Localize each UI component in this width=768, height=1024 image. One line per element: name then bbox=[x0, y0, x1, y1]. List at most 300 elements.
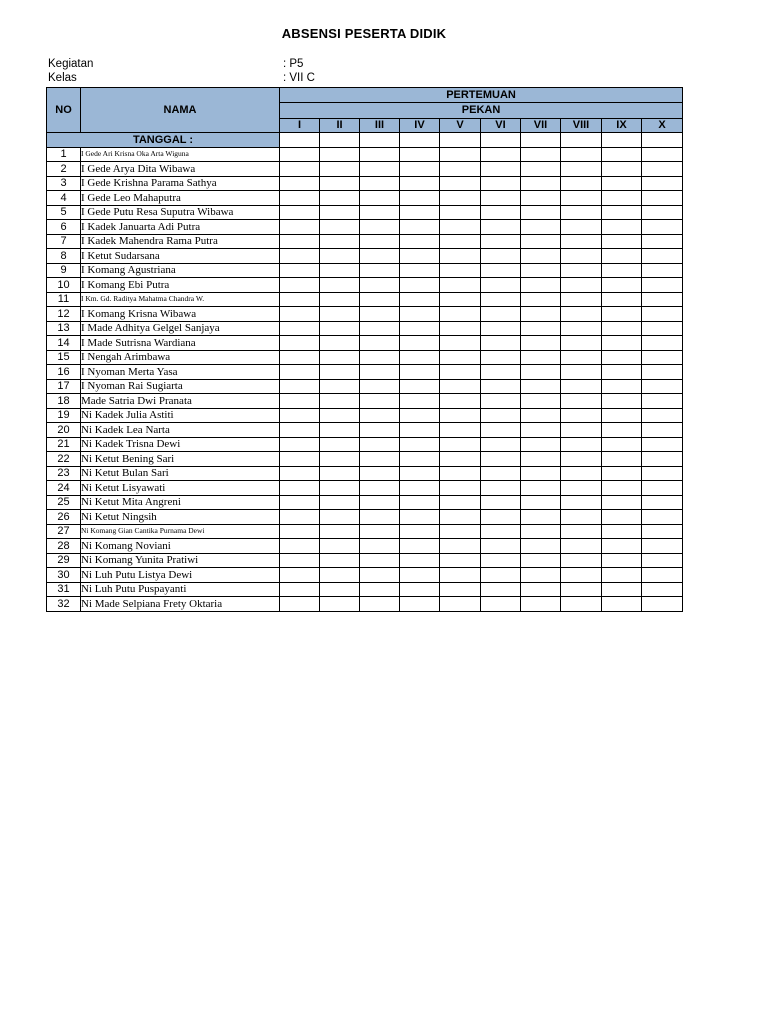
attendance-cell[interactable] bbox=[440, 466, 481, 481]
attendance-cell[interactable] bbox=[561, 147, 602, 162]
attendance-cell[interactable] bbox=[440, 350, 481, 365]
attendance-cell[interactable] bbox=[280, 510, 320, 525]
attendance-cell[interactable] bbox=[360, 162, 400, 177]
attendance-cell[interactable] bbox=[561, 234, 602, 249]
attendance-cell[interactable] bbox=[561, 321, 602, 336]
attendance-cell[interactable] bbox=[481, 408, 521, 423]
attendance-cell[interactable] bbox=[280, 553, 320, 568]
attendance-cell[interactable] bbox=[602, 452, 642, 467]
attendance-cell[interactable] bbox=[360, 466, 400, 481]
attendance-cell[interactable] bbox=[602, 336, 642, 351]
attendance-cell[interactable] bbox=[280, 437, 320, 452]
attendance-cell[interactable] bbox=[602, 321, 642, 336]
attendance-cell[interactable] bbox=[642, 524, 683, 539]
attendance-cell[interactable] bbox=[440, 582, 481, 597]
attendance-cell[interactable] bbox=[280, 249, 320, 264]
attendance-cell[interactable] bbox=[320, 350, 360, 365]
attendance-cell[interactable] bbox=[360, 452, 400, 467]
attendance-cell[interactable] bbox=[642, 495, 683, 510]
attendance-cell[interactable] bbox=[642, 321, 683, 336]
attendance-cell[interactable] bbox=[642, 553, 683, 568]
attendance-cell[interactable] bbox=[561, 597, 602, 612]
attendance-cell[interactable] bbox=[360, 234, 400, 249]
attendance-cell[interactable] bbox=[561, 582, 602, 597]
attendance-cell[interactable] bbox=[521, 147, 561, 162]
attendance-cell[interactable] bbox=[602, 524, 642, 539]
tanggal-cell-7[interactable] bbox=[521, 133, 561, 148]
attendance-cell[interactable] bbox=[280, 365, 320, 380]
tanggal-cell-6[interactable] bbox=[481, 133, 521, 148]
attendance-cell[interactable] bbox=[481, 278, 521, 293]
attendance-cell[interactable] bbox=[602, 379, 642, 394]
attendance-cell[interactable] bbox=[360, 568, 400, 583]
attendance-cell[interactable] bbox=[320, 524, 360, 539]
attendance-cell[interactable] bbox=[521, 336, 561, 351]
attendance-cell[interactable] bbox=[561, 481, 602, 496]
attendance-cell[interactable] bbox=[400, 205, 440, 220]
attendance-cell[interactable] bbox=[400, 263, 440, 278]
attendance-cell[interactable] bbox=[481, 423, 521, 438]
attendance-cell[interactable] bbox=[521, 466, 561, 481]
attendance-cell[interactable] bbox=[521, 539, 561, 554]
attendance-cell[interactable] bbox=[521, 582, 561, 597]
attendance-cell[interactable] bbox=[360, 582, 400, 597]
attendance-cell[interactable] bbox=[440, 205, 481, 220]
attendance-cell[interactable] bbox=[320, 278, 360, 293]
attendance-cell[interactable] bbox=[440, 278, 481, 293]
tanggal-cell-3[interactable] bbox=[360, 133, 400, 148]
attendance-cell[interactable] bbox=[642, 278, 683, 293]
attendance-cell[interactable] bbox=[440, 379, 481, 394]
attendance-cell[interactable] bbox=[280, 466, 320, 481]
attendance-cell[interactable] bbox=[280, 524, 320, 539]
attendance-cell[interactable] bbox=[440, 263, 481, 278]
tanggal-cell-4[interactable] bbox=[400, 133, 440, 148]
attendance-cell[interactable] bbox=[360, 495, 400, 510]
attendance-cell[interactable] bbox=[481, 162, 521, 177]
attendance-cell[interactable] bbox=[360, 524, 400, 539]
attendance-cell[interactable] bbox=[400, 220, 440, 235]
attendance-cell[interactable] bbox=[400, 539, 440, 554]
attendance-cell[interactable] bbox=[602, 176, 642, 191]
attendance-cell[interactable] bbox=[521, 162, 561, 177]
attendance-cell[interactable] bbox=[642, 510, 683, 525]
attendance-cell[interactable] bbox=[400, 292, 440, 307]
attendance-cell[interactable] bbox=[320, 365, 360, 380]
attendance-cell[interactable] bbox=[561, 176, 602, 191]
attendance-cell[interactable] bbox=[400, 437, 440, 452]
attendance-cell[interactable] bbox=[440, 234, 481, 249]
attendance-cell[interactable] bbox=[400, 336, 440, 351]
attendance-cell[interactable] bbox=[521, 553, 561, 568]
attendance-cell[interactable] bbox=[280, 336, 320, 351]
attendance-cell[interactable] bbox=[521, 350, 561, 365]
attendance-cell[interactable] bbox=[360, 379, 400, 394]
attendance-cell[interactable] bbox=[360, 408, 400, 423]
attendance-cell[interactable] bbox=[481, 597, 521, 612]
attendance-cell[interactable] bbox=[320, 336, 360, 351]
attendance-cell[interactable] bbox=[440, 495, 481, 510]
attendance-cell[interactable] bbox=[602, 539, 642, 554]
attendance-cell[interactable] bbox=[602, 394, 642, 409]
attendance-cell[interactable] bbox=[360, 263, 400, 278]
attendance-cell[interactable] bbox=[360, 249, 400, 264]
attendance-cell[interactable] bbox=[521, 234, 561, 249]
attendance-cell[interactable] bbox=[320, 191, 360, 206]
attendance-cell[interactable] bbox=[602, 365, 642, 380]
attendance-cell[interactable] bbox=[320, 292, 360, 307]
attendance-cell[interactable] bbox=[280, 539, 320, 554]
attendance-cell[interactable] bbox=[280, 220, 320, 235]
attendance-cell[interactable] bbox=[642, 205, 683, 220]
attendance-cell[interactable] bbox=[602, 597, 642, 612]
attendance-cell[interactable] bbox=[561, 292, 602, 307]
attendance-cell[interactable] bbox=[400, 568, 440, 583]
attendance-cell[interactable] bbox=[481, 336, 521, 351]
attendance-cell[interactable] bbox=[481, 568, 521, 583]
attendance-cell[interactable] bbox=[521, 524, 561, 539]
attendance-cell[interactable] bbox=[521, 408, 561, 423]
attendance-cell[interactable] bbox=[320, 147, 360, 162]
attendance-cell[interactable] bbox=[561, 539, 602, 554]
tanggal-cell-8[interactable] bbox=[561, 133, 602, 148]
attendance-cell[interactable] bbox=[642, 249, 683, 264]
attendance-cell[interactable] bbox=[521, 423, 561, 438]
attendance-cell[interactable] bbox=[561, 365, 602, 380]
attendance-cell[interactable] bbox=[481, 437, 521, 452]
attendance-cell[interactable] bbox=[642, 597, 683, 612]
attendance-cell[interactable] bbox=[561, 162, 602, 177]
attendance-cell[interactable] bbox=[521, 495, 561, 510]
attendance-cell[interactable] bbox=[360, 191, 400, 206]
attendance-cell[interactable] bbox=[521, 481, 561, 496]
attendance-cell[interactable] bbox=[481, 379, 521, 394]
attendance-cell[interactable] bbox=[481, 495, 521, 510]
attendance-cell[interactable] bbox=[481, 524, 521, 539]
attendance-cell[interactable] bbox=[642, 481, 683, 496]
tanggal-cell-5[interactable] bbox=[440, 133, 481, 148]
attendance-cell[interactable] bbox=[320, 582, 360, 597]
attendance-cell[interactable] bbox=[400, 481, 440, 496]
attendance-cell[interactable] bbox=[561, 423, 602, 438]
attendance-cell[interactable] bbox=[360, 510, 400, 525]
attendance-cell[interactable] bbox=[440, 539, 481, 554]
attendance-cell[interactable] bbox=[320, 495, 360, 510]
attendance-cell[interactable] bbox=[400, 234, 440, 249]
attendance-cell[interactable] bbox=[440, 365, 481, 380]
attendance-cell[interactable] bbox=[320, 307, 360, 322]
attendance-cell[interactable] bbox=[320, 249, 360, 264]
attendance-cell[interactable] bbox=[280, 292, 320, 307]
attendance-cell[interactable] bbox=[280, 408, 320, 423]
attendance-cell[interactable] bbox=[561, 510, 602, 525]
attendance-cell[interactable] bbox=[521, 510, 561, 525]
attendance-cell[interactable] bbox=[602, 495, 642, 510]
attendance-cell[interactable] bbox=[320, 408, 360, 423]
attendance-cell[interactable] bbox=[320, 510, 360, 525]
attendance-cell[interactable] bbox=[280, 191, 320, 206]
attendance-cell[interactable] bbox=[280, 176, 320, 191]
attendance-cell[interactable] bbox=[400, 495, 440, 510]
attendance-cell[interactable] bbox=[481, 263, 521, 278]
attendance-cell[interactable] bbox=[642, 147, 683, 162]
attendance-cell[interactable] bbox=[440, 452, 481, 467]
attendance-cell[interactable] bbox=[280, 321, 320, 336]
attendance-cell[interactable] bbox=[481, 147, 521, 162]
attendance-cell[interactable] bbox=[481, 553, 521, 568]
attendance-cell[interactable] bbox=[561, 568, 602, 583]
attendance-cell[interactable] bbox=[481, 466, 521, 481]
attendance-cell[interactable] bbox=[481, 365, 521, 380]
attendance-cell[interactable] bbox=[642, 234, 683, 249]
attendance-cell[interactable] bbox=[602, 234, 642, 249]
attendance-cell[interactable] bbox=[280, 423, 320, 438]
attendance-cell[interactable] bbox=[481, 321, 521, 336]
attendance-cell[interactable] bbox=[280, 568, 320, 583]
attendance-cell[interactable] bbox=[642, 350, 683, 365]
attendance-cell[interactable] bbox=[642, 437, 683, 452]
attendance-cell[interactable] bbox=[400, 553, 440, 568]
attendance-cell[interactable] bbox=[440, 336, 481, 351]
attendance-cell[interactable] bbox=[400, 365, 440, 380]
attendance-cell[interactable] bbox=[400, 321, 440, 336]
attendance-cell[interactable] bbox=[360, 597, 400, 612]
attendance-cell[interactable] bbox=[440, 307, 481, 322]
attendance-cell[interactable] bbox=[400, 278, 440, 293]
attendance-cell[interactable] bbox=[561, 336, 602, 351]
attendance-cell[interactable] bbox=[280, 394, 320, 409]
attendance-cell[interactable] bbox=[642, 307, 683, 322]
attendance-cell[interactable] bbox=[602, 481, 642, 496]
attendance-cell[interactable] bbox=[280, 350, 320, 365]
attendance-cell[interactable] bbox=[481, 176, 521, 191]
attendance-cell[interactable] bbox=[440, 176, 481, 191]
attendance-cell[interactable] bbox=[561, 524, 602, 539]
attendance-cell[interactable] bbox=[280, 597, 320, 612]
attendance-cell[interactable] bbox=[360, 423, 400, 438]
attendance-cell[interactable] bbox=[642, 423, 683, 438]
attendance-cell[interactable] bbox=[521, 379, 561, 394]
attendance-cell[interactable] bbox=[521, 191, 561, 206]
attendance-cell[interactable] bbox=[440, 394, 481, 409]
attendance-cell[interactable] bbox=[602, 423, 642, 438]
attendance-cell[interactable] bbox=[642, 582, 683, 597]
attendance-cell[interactable] bbox=[280, 234, 320, 249]
attendance-cell[interactable] bbox=[280, 307, 320, 322]
attendance-cell[interactable] bbox=[400, 408, 440, 423]
attendance-cell[interactable] bbox=[440, 568, 481, 583]
attendance-cell[interactable] bbox=[642, 176, 683, 191]
attendance-cell[interactable] bbox=[440, 162, 481, 177]
attendance-cell[interactable] bbox=[400, 249, 440, 264]
attendance-cell[interactable] bbox=[642, 466, 683, 481]
attendance-cell[interactable] bbox=[400, 162, 440, 177]
attendance-cell[interactable] bbox=[521, 321, 561, 336]
attendance-cell[interactable] bbox=[280, 205, 320, 220]
attendance-cell[interactable] bbox=[642, 539, 683, 554]
attendance-cell[interactable] bbox=[440, 408, 481, 423]
attendance-cell[interactable] bbox=[561, 466, 602, 481]
attendance-cell[interactable] bbox=[280, 452, 320, 467]
attendance-cell[interactable] bbox=[280, 481, 320, 496]
attendance-cell[interactable] bbox=[602, 408, 642, 423]
attendance-cell[interactable] bbox=[642, 292, 683, 307]
attendance-cell[interactable] bbox=[360, 278, 400, 293]
attendance-cell[interactable] bbox=[481, 191, 521, 206]
attendance-cell[interactable] bbox=[440, 553, 481, 568]
tanggal-cell-2[interactable] bbox=[320, 133, 360, 148]
attendance-cell[interactable] bbox=[521, 249, 561, 264]
attendance-cell[interactable] bbox=[320, 162, 360, 177]
attendance-cell[interactable] bbox=[481, 582, 521, 597]
attendance-cell[interactable] bbox=[440, 524, 481, 539]
tanggal-cell-10[interactable] bbox=[642, 133, 683, 148]
attendance-cell[interactable] bbox=[320, 379, 360, 394]
attendance-cell[interactable] bbox=[642, 365, 683, 380]
attendance-cell[interactable] bbox=[521, 176, 561, 191]
attendance-cell[interactable] bbox=[400, 394, 440, 409]
attendance-cell[interactable] bbox=[400, 582, 440, 597]
attendance-cell[interactable] bbox=[481, 394, 521, 409]
attendance-cell[interactable] bbox=[602, 249, 642, 264]
attendance-cell[interactable] bbox=[320, 394, 360, 409]
attendance-cell[interactable] bbox=[561, 495, 602, 510]
attendance-cell[interactable] bbox=[561, 452, 602, 467]
attendance-cell[interactable] bbox=[400, 350, 440, 365]
attendance-cell[interactable] bbox=[400, 176, 440, 191]
attendance-cell[interactable] bbox=[602, 510, 642, 525]
attendance-cell[interactable] bbox=[320, 553, 360, 568]
attendance-cell[interactable] bbox=[400, 307, 440, 322]
attendance-cell[interactable] bbox=[561, 263, 602, 278]
attendance-cell[interactable] bbox=[602, 162, 642, 177]
attendance-cell[interactable] bbox=[360, 292, 400, 307]
attendance-cell[interactable] bbox=[481, 220, 521, 235]
attendance-cell[interactable] bbox=[360, 553, 400, 568]
attendance-cell[interactable] bbox=[481, 510, 521, 525]
attendance-cell[interactable] bbox=[440, 510, 481, 525]
attendance-cell[interactable] bbox=[440, 191, 481, 206]
attendance-cell[interactable] bbox=[642, 379, 683, 394]
attendance-cell[interactable] bbox=[360, 176, 400, 191]
attendance-cell[interactable] bbox=[561, 394, 602, 409]
attendance-cell[interactable] bbox=[561, 307, 602, 322]
attendance-cell[interactable] bbox=[481, 452, 521, 467]
attendance-cell[interactable] bbox=[320, 205, 360, 220]
attendance-cell[interactable] bbox=[602, 147, 642, 162]
attendance-cell[interactable] bbox=[602, 263, 642, 278]
attendance-cell[interactable] bbox=[602, 437, 642, 452]
attendance-cell[interactable] bbox=[561, 220, 602, 235]
attendance-cell[interactable] bbox=[360, 539, 400, 554]
attendance-cell[interactable] bbox=[561, 379, 602, 394]
attendance-cell[interactable] bbox=[481, 307, 521, 322]
attendance-cell[interactable] bbox=[521, 292, 561, 307]
attendance-cell[interactable] bbox=[440, 423, 481, 438]
attendance-cell[interactable] bbox=[400, 147, 440, 162]
attendance-cell[interactable] bbox=[400, 452, 440, 467]
attendance-cell[interactable] bbox=[400, 466, 440, 481]
attendance-cell[interactable] bbox=[320, 437, 360, 452]
attendance-cell[interactable] bbox=[481, 249, 521, 264]
attendance-cell[interactable] bbox=[400, 423, 440, 438]
attendance-cell[interactable] bbox=[400, 510, 440, 525]
attendance-cell[interactable] bbox=[521, 365, 561, 380]
attendance-cell[interactable] bbox=[320, 321, 360, 336]
attendance-cell[interactable] bbox=[642, 220, 683, 235]
attendance-cell[interactable] bbox=[360, 321, 400, 336]
attendance-cell[interactable] bbox=[320, 568, 360, 583]
attendance-cell[interactable] bbox=[280, 162, 320, 177]
attendance-cell[interactable] bbox=[400, 191, 440, 206]
attendance-cell[interactable] bbox=[400, 379, 440, 394]
attendance-cell[interactable] bbox=[561, 437, 602, 452]
attendance-cell[interactable] bbox=[602, 220, 642, 235]
attendance-cell[interactable] bbox=[360, 437, 400, 452]
attendance-cell[interactable] bbox=[440, 147, 481, 162]
attendance-cell[interactable] bbox=[320, 539, 360, 554]
attendance-cell[interactable] bbox=[642, 191, 683, 206]
attendance-cell[interactable] bbox=[280, 582, 320, 597]
attendance-cell[interactable] bbox=[320, 176, 360, 191]
attendance-cell[interactable] bbox=[440, 437, 481, 452]
attendance-cell[interactable] bbox=[280, 379, 320, 394]
attendance-cell[interactable] bbox=[642, 162, 683, 177]
attendance-cell[interactable] bbox=[642, 568, 683, 583]
attendance-cell[interactable] bbox=[521, 394, 561, 409]
attendance-cell[interactable] bbox=[642, 336, 683, 351]
attendance-cell[interactable] bbox=[602, 568, 642, 583]
attendance-cell[interactable] bbox=[481, 481, 521, 496]
attendance-cell[interactable] bbox=[320, 263, 360, 278]
attendance-cell[interactable] bbox=[320, 423, 360, 438]
tanggal-cell-1[interactable] bbox=[280, 133, 320, 148]
attendance-cell[interactable] bbox=[521, 205, 561, 220]
attendance-cell[interactable] bbox=[320, 481, 360, 496]
attendance-cell[interactable] bbox=[360, 481, 400, 496]
attendance-cell[interactable] bbox=[602, 278, 642, 293]
attendance-cell[interactable] bbox=[320, 220, 360, 235]
attendance-cell[interactable] bbox=[561, 205, 602, 220]
attendance-cell[interactable] bbox=[400, 597, 440, 612]
attendance-cell[interactable] bbox=[360, 350, 400, 365]
attendance-cell[interactable] bbox=[360, 336, 400, 351]
attendance-cell[interactable] bbox=[360, 205, 400, 220]
attendance-cell[interactable] bbox=[521, 263, 561, 278]
attendance-cell[interactable] bbox=[360, 365, 400, 380]
attendance-cell[interactable] bbox=[280, 278, 320, 293]
tanggal-cell-9[interactable] bbox=[602, 133, 642, 148]
attendance-cell[interactable] bbox=[320, 452, 360, 467]
attendance-cell[interactable] bbox=[481, 292, 521, 307]
attendance-cell[interactable] bbox=[360, 307, 400, 322]
attendance-cell[interactable] bbox=[320, 597, 360, 612]
attendance-cell[interactable] bbox=[602, 466, 642, 481]
attendance-cell[interactable] bbox=[481, 539, 521, 554]
attendance-cell[interactable] bbox=[360, 394, 400, 409]
attendance-cell[interactable] bbox=[602, 553, 642, 568]
attendance-cell[interactable] bbox=[521, 307, 561, 322]
attendance-cell[interactable] bbox=[481, 350, 521, 365]
attendance-cell[interactable] bbox=[521, 568, 561, 583]
attendance-cell[interactable] bbox=[561, 191, 602, 206]
attendance-cell[interactable] bbox=[561, 408, 602, 423]
attendance-cell[interactable] bbox=[521, 452, 561, 467]
attendance-cell[interactable] bbox=[521, 220, 561, 235]
attendance-cell[interactable] bbox=[440, 220, 481, 235]
attendance-cell[interactable] bbox=[642, 452, 683, 467]
attendance-cell[interactable] bbox=[360, 220, 400, 235]
